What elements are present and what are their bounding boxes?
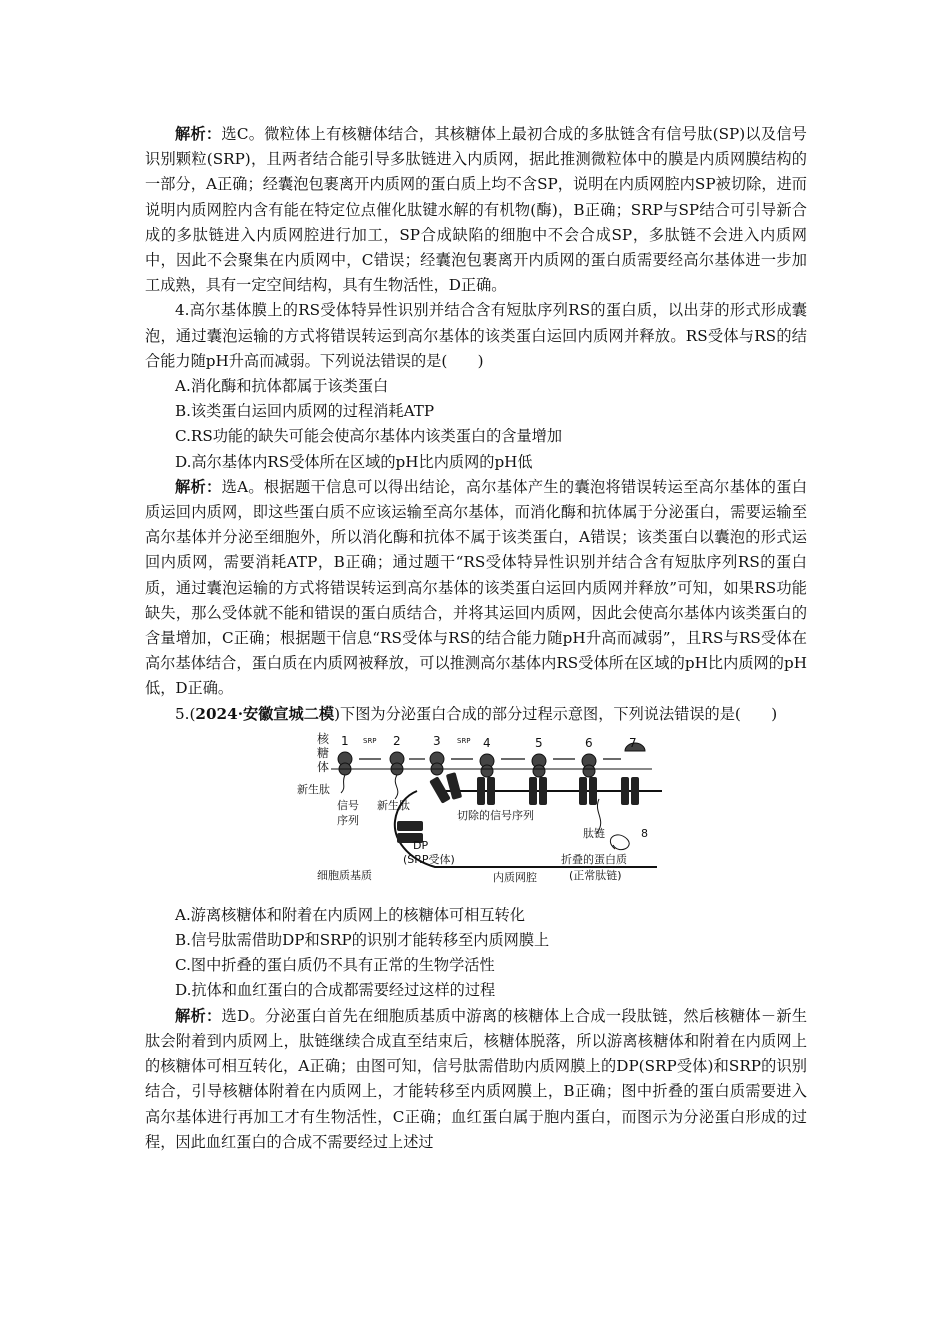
explanation-5 <box>145 1004 807 1155</box>
question-4-stem: 4.高尔基体膜上的RS受体特异性识别并结合含有短肽序列RS的蛋白质，以出芽的形式形成囊泡，通过囊泡运输的方式将错误转运到高尔基体的该类蛋白运回内质网并释放。RS受体与RS的结合能力随pH升高而减弱。下列说法错误的是( ) <box>145 301 807 370</box>
document-page <box>145 122 807 1155</box>
question-5-stem: 5.(2024·安徽宣城二模)下图为分泌蛋白合成的部分过程示意图，下列说法错误的是( ) <box>175 704 778 723</box>
question-5-option-b: B.信号肽需借助DP和SRP的识别才能转移至内质网膜上 <box>175 931 550 950</box>
step-number-2: 2 <box>393 733 401 748</box>
question-source: 2024·安徽宣城二模 <box>195 704 335 723</box>
question-5-option-c: C.图中折叠的蛋白质仍不具有正常的生物学活性 <box>175 956 495 975</box>
srp-receptor-label: (SRP受体) <box>403 852 455 866</box>
step-number-7: 7 <box>629 735 637 750</box>
explanation-label: 解析： <box>175 1006 222 1025</box>
ribosome-label-1: 核 <box>317 731 330 746</box>
explanation-text: 选A。根据题干信息可以得出结论，高尔基体产生的囊泡将错误转运至高尔基体的蛋白质运回内质网，即这些蛋白质不应该运输至高尔基体，而消化酶和抗体属于分泌蛋白，需要运输至高尔基体并分泌至细胞外，所以消化酶和抗体不属于该类蛋白，A错误；该类蛋白以囊泡的形式运回内质网，需要消耗ATP，B正确；通过题干“RS受体特异性识别并结合含有短肽序列RS的蛋白质，通过囊泡运输的方式将错误转运到高尔基体的该类蛋白运回内质网并释放”可知，如果RS功能缺失，那么受体就不能和错误的蛋白质结合，并将其运回内质网，因此会使高尔基体内该类蛋白的含量增加，C正确；根据题干信息“RS受体与RS的结合能力随pH升高而减弱”，且RS与RS受体在高尔基体结合，蛋白质在内质网被释放，可以推测高尔基体内RS受体所在区域的pH比内质网的pH低，D正确。 <box>145 477 807 698</box>
explanation-label: 解析： <box>175 477 222 496</box>
step-number-5: 5 <box>535 735 543 750</box>
explanation-label: 解析： <box>175 125 222 143</box>
question-5-option-d: D.抗体和血红蛋白的合成都需要经过这样的过程 <box>175 981 496 1000</box>
srp-tag-2: SRP <box>457 736 471 745</box>
step-number-4: 4 <box>483 735 491 750</box>
dp-label: DP <box>413 838 429 852</box>
new-peptide-label-2: 新生肽 <box>377 798 410 812</box>
explanation-text: 选C。微粒体上有核糖体结合，其核糖体上最初合成的多肽链含有信号肽(SP)以及信号识别颗粒(SRP)，且两者结合能引导多肽链进入内质网，据此推测微粒体中的膜是内质网膜结构的一部分，A正确；经囊泡包裹离开内质网的蛋白质上均不含SP，说明在内质网腔内SP被切除，进而说明内质网腔内含有能在特定位点催化肽键水解的有机物(酶)，B正确；SRP与SP结合可引导新合成的多肽链进入内质网腔进行加工，SP合成缺陷的细胞中不会合成SP，多肽链不会进入内质网中，因此不会聚集在内质网中，C错误；经囊泡包裹离开内质网的蛋白质需要经高尔基体进一步加工成熟，具有一定空间结构，具有生物活性，D正确。 <box>145 125 807 295</box>
step-number-6: 6 <box>585 735 593 750</box>
cut-signal-label: 切除的信号序列 <box>457 808 534 822</box>
normal-chain-label: (正常肽链) <box>569 868 622 882</box>
step-number-3: 3 <box>433 733 441 748</box>
signal-seq-label-2: 序列 <box>337 813 359 827</box>
folded-protein-shape <box>610 835 629 850</box>
question-5-option-a: A.游离核糖体和附着在内质网上的核糖体可相互转化 <box>175 905 525 924</box>
folded-protein-label: 折叠的蛋白质 <box>561 852 627 866</box>
diagram-svg <box>297 729 677 899</box>
step-number-1: 1 <box>341 733 349 748</box>
peptide-chain-label: 肽链 <box>583 826 605 840</box>
srp-tag-1: SRP <box>363 736 377 745</box>
signal-seq-label-1: 信号 <box>337 798 359 812</box>
cytoplasm-label: 细胞质基质 <box>317 868 372 882</box>
er-lumen-label: 内质网腔 <box>493 870 537 884</box>
ribosome-label-3: 体 <box>317 759 330 774</box>
signal-sequence-chain <box>395 775 398 799</box>
ribosome-label-2: 糖 <box>317 745 330 760</box>
explanation-text: 选D。分泌蛋白首先在细胞质基质中游离的核糖体上合成一段肽链，然后核糖体－新生肽会附着到内质网上，肽链继续合成直至结束后，核糖体脱落，所以游离核糖体和附着在内质网上的核糖体可相互转化，A正确；由图可知，信号肽需借助内质网膜上的DP(SRP受体)和SRP的识别结合，引导核糖体附着在内质网上，才能转移至内质网膜上，B正确；图中折叠的蛋白质需要进入高尔基体进行再加工才有生物活性，C正确；血红蛋白属于胞内蛋白，而图示为分泌蛋白形成的过程，因此血红蛋白的合成不需要经过上述过 <box>145 1006 808 1151</box>
new-peptide-chain <box>341 775 345 793</box>
question-4-option-c: C.RS功能的缺失可能会使高尔基体内该类蛋白的含量增加 <box>175 427 563 446</box>
question-4-option-a: A.消化酶和抗体都属于该类蛋白 <box>175 377 389 396</box>
question-4-option-b: B.该类蛋白运回内质网的过程消耗ATP <box>175 402 435 421</box>
explanation-3 <box>145 122 807 298</box>
ribosomes <box>338 743 645 777</box>
explanation-4 <box>145 475 807 702</box>
question-4-option-d: D.高尔基体内RS受体所在区域的pH比内质网的pH低 <box>175 452 533 471</box>
new-peptide-label-1: 新生肽 <box>297 782 330 796</box>
secretory-protein-diagram <box>145 729 807 899</box>
step-number-8: 8 <box>641 826 648 840</box>
